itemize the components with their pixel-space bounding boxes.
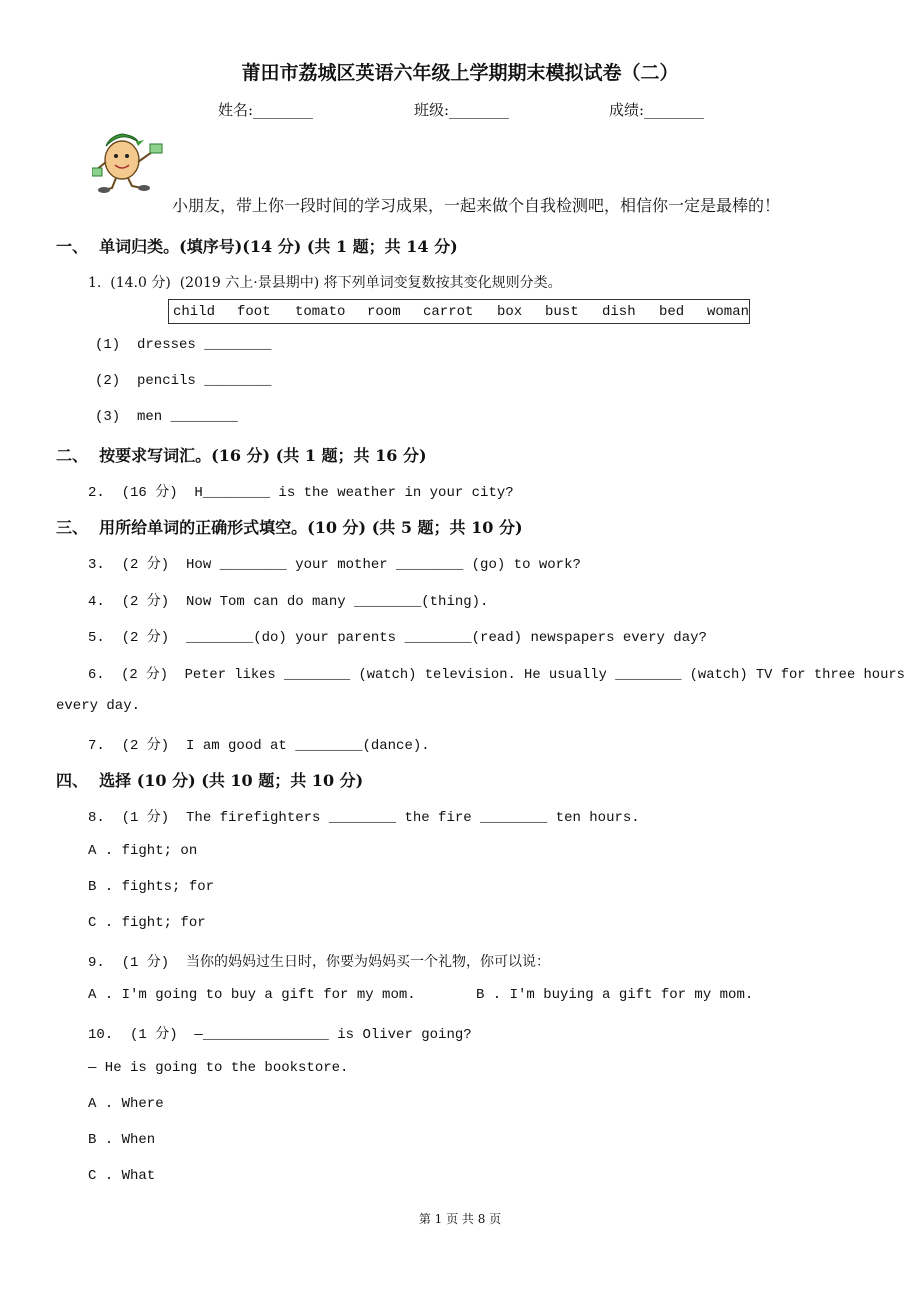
mascot-illustration xyxy=(92,128,168,196)
question-4: 4. (2 分) Now Tom can do many ________(thing). xyxy=(88,594,489,610)
question-2: 2. (16 分) H________ is the weather in your city? xyxy=(88,485,514,501)
question-8-option-c: C . fight; for xyxy=(88,915,206,931)
word-bank-item: bed xyxy=(659,304,685,320)
question-9-stem: 9. (1 分) 当你的妈妈过生日时，你要为妈妈买一个礼物，你可以说： xyxy=(88,955,551,971)
section-heading-1: 一、 单词归类。(填序号)(14 分) (共 1 题；共 14 分) xyxy=(56,237,458,256)
page-footer: 第 1 页 共 8 页 xyxy=(418,1212,502,1226)
section-heading-3: 三、 用所给单词的正确形式填空。(10 分) (共 5 题；共 10 分) xyxy=(56,518,523,537)
score-field-label: 成绩:________ xyxy=(609,101,705,119)
word-bank-item: dish xyxy=(602,304,636,320)
question-1-sub-2: (2) pencils ________ xyxy=(95,373,272,389)
question-3: 3. (2 分) How ________ your mother ________ (go) to work? xyxy=(88,557,581,573)
question-10-option-c: C . What xyxy=(88,1168,156,1184)
question-7: 7. (2 分) I am good at ________(dance). xyxy=(88,738,430,754)
question-6-line-2: every day. xyxy=(56,698,141,714)
question-8-stem: 8. (1 分) The firefighters ________ the fire ________ ten hours. xyxy=(88,810,640,826)
question-8-option-b: B . fights; for xyxy=(88,879,215,895)
question-10-option-a: A . Where xyxy=(88,1096,164,1112)
word-bank-item: carrot xyxy=(423,304,474,320)
section-heading-4: 四、 选择 (10 分) (共 10 题；共 10 分) xyxy=(56,771,364,790)
question-9-option-b: B . I'm buying a gift for my mom. xyxy=(476,987,754,1003)
name-field-label: 姓名:________ xyxy=(218,101,314,119)
question-10-option-b: B . When xyxy=(88,1132,156,1148)
question-1-sub-1: (1) dresses ________ xyxy=(95,337,272,353)
question-1-sub-3: (3) men ________ xyxy=(95,409,238,425)
question-8-option-a: A . fight; on xyxy=(88,843,198,859)
word-bank-item: foot xyxy=(237,304,271,320)
class-field-label: 班级:________ xyxy=(414,101,510,119)
question-1-stem: 1. (14.0 分) (2019 六上·景县期中) 将下列单词变复数按其变化规则分类。 xyxy=(88,275,562,291)
word-bank-item: box xyxy=(497,304,523,320)
question-9-option-a: A . I'm going to buy a gift for my mom. xyxy=(88,987,416,1003)
question-5: 5. (2 分) ________(do) your parents ________(read) newspapers every day? xyxy=(88,630,707,646)
word-bank-item: woman xyxy=(707,304,750,320)
word-bank-item: bust xyxy=(545,304,579,320)
page-title: 莆田市荔城区英语六年级上学期期末模拟试卷（二） xyxy=(241,62,679,84)
question-6-line-1: 6. (2 分) Peter likes ________ (watch) television. He usually ________ (watch) TV for three hours xyxy=(88,668,905,683)
question-10-stem: 10. (1 分) —_______________ is Oliver going? xyxy=(88,1027,472,1043)
word-bank-item: tomato xyxy=(295,304,346,320)
question-10-answer-line: — He is going to the bookstore. xyxy=(88,1060,349,1076)
word-bank-box xyxy=(168,299,750,324)
word-bank-item: room xyxy=(367,304,401,320)
word-bank-item: child xyxy=(173,304,216,320)
section-heading-2: 二、 按要求写词汇。(16 分) (共 1 题；共 16 分) xyxy=(56,446,427,465)
encouragement-text: 小朋友，带上你一段时间的学习成果，一起来做个自我检测吧，相信你一定是最棒的！ xyxy=(172,196,781,215)
